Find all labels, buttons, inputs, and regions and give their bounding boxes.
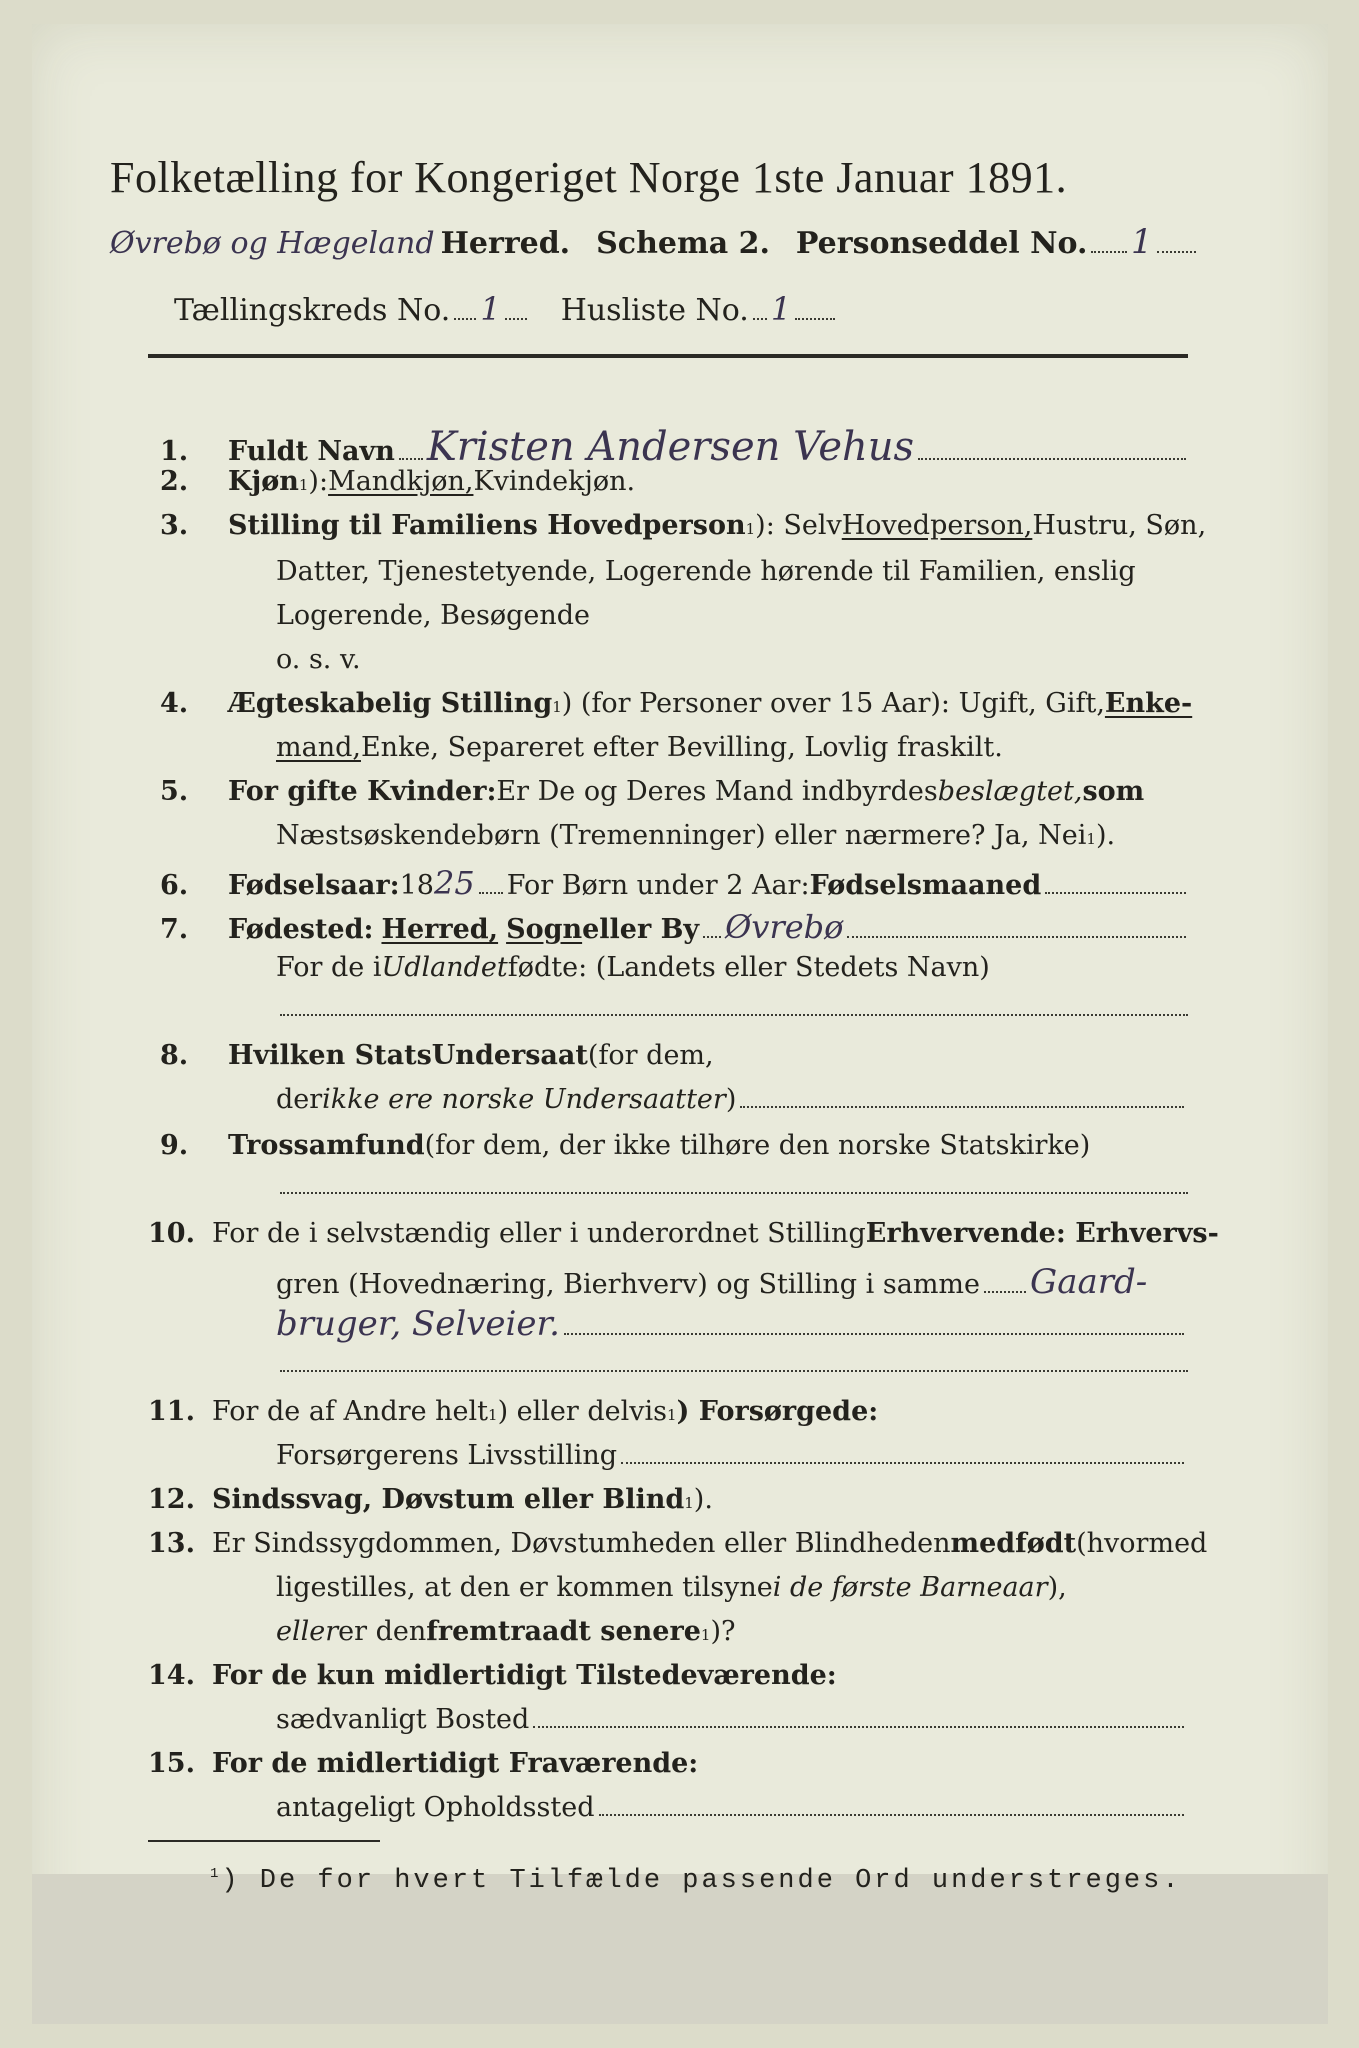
- item-5: 5. For gifte Kvinder: Er De og Deres Mand indbyrdes beslægtet, som: [160, 776, 1145, 807]
- full-name-handwritten: Kristen Andersen Vehus: [426, 424, 915, 470]
- husliste-number: 1: [770, 290, 792, 328]
- occupation-handwritten-1: Gaard-: [1030, 1262, 1148, 1302]
- birthplace-handwritten: Øvrebø: [725, 908, 844, 946]
- item-14: 14. For de kun midlertidigt Tilstedeværende:: [148, 1660, 837, 1691]
- item-4: 4. Ægteskabelig Stilling 1 ) (for Personer over 15 Aar): Ugift, Gift, Enke-: [160, 688, 1193, 719]
- header-rule: [148, 354, 1188, 358]
- husliste-label: Husliste No.: [560, 293, 749, 328]
- occupation-handwritten-2: bruger, Selveier.: [276, 1304, 560, 1344]
- footnote-rule: [148, 1840, 380, 1842]
- kreds-label: Tællingskreds No.: [174, 293, 451, 328]
- header-herred-row: [110, 222, 1200, 262]
- item-8: 8. Hvilken Stats Undersaat (for dem,: [160, 1040, 714, 1071]
- item-11: 11. For de af Andre helt 1 ) eller delvis 1 ) Forsørgede:: [148, 1396, 879, 1427]
- form-title: Folketælling for Kongeriget Norge 1ste Januar 1891.: [110, 153, 1068, 202]
- item-9: 9. Trossamfund (for dem, der ikke tilhøre den norske Statskirke): [160, 1130, 1091, 1161]
- personseddel-number: 1: [1130, 222, 1153, 262]
- item-2: 2. Kjøn 1 ): Mandkjøn, Kvindekjøn.: [160, 466, 636, 497]
- kreds-number: 1: [480, 290, 501, 328]
- schema-label: Schema 2.: [596, 226, 770, 261]
- item-13: 13. Er Sindssygdommen, Døvstumheden eller Blindheden medfødt (hvormed: [148, 1528, 1208, 1559]
- paper-bottom-edge: [32, 1874, 1328, 2024]
- item-6: 6. Fødselsaar: 18 25 For Børn under 2 Aar: Fødselsmaaned: [160, 864, 1190, 902]
- herred-handwritten: Øvrebø og Hægeland: [110, 226, 435, 261]
- item-7: 7. Fødested: Herred, Sogn eller By Øvrebø: [160, 908, 1190, 946]
- footnote: $^1$) De for hvert Tilfælde passende Ord understreges.: [210, 1866, 1182, 1896]
- personseddel-label: Personseddel No.: [795, 226, 1088, 261]
- item-15: 15. For de midlertidigt Fraværende:: [148, 1748, 699, 1779]
- item-3: 3. Stilling til Familiens Hovedperson 1 ): Selv Hovedperson, Hustru, Søn,: [160, 510, 1207, 541]
- item-1: 1. Fuldt Navn Kristen Andersen Vehus: [160, 424, 1190, 470]
- herred-label: Herred.: [440, 226, 571, 261]
- item-12: 12. Sindssvag, Døvstum eller Blind 1 ).: [148, 1484, 713, 1515]
- header-kreds-row: [174, 290, 1264, 328]
- item-10: 10. For de i selvstændig eller i underordnet Stilling Erhvervende: Erhvervs-: [148, 1218, 1219, 1249]
- birth-year-handwritten: 25: [433, 864, 475, 902]
